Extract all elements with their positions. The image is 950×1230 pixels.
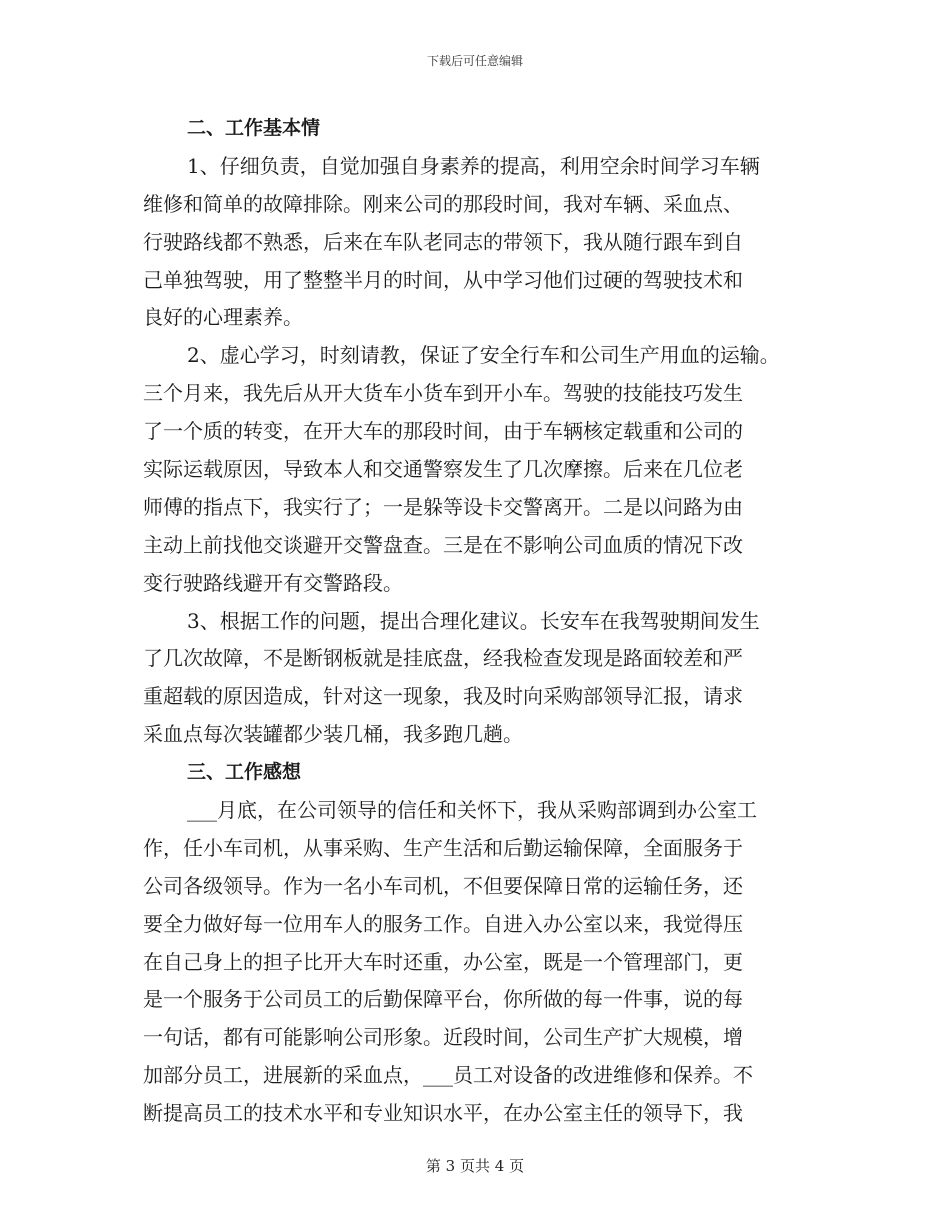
paragraph-line: 师傅的指点下，我实行了；一是躲等设卡交警离开。二是以问路为由 bbox=[143, 494, 743, 519]
paragraph-line: 作，任小车司机，从事采购、生产生活和后勤运输保障，全面服务于 bbox=[143, 835, 743, 860]
paragraph-line: 主动上前找他交谈避开交警盘查。三是在不影响公司血质的情况下改 bbox=[143, 532, 743, 557]
paragraph-line: 良好的心理素养。 bbox=[143, 305, 303, 330]
paragraph-line: 断提高员工的技术水平和专业知识水平，在办公室主任的领导下，我 bbox=[143, 1101, 743, 1126]
paragraph-line: 1、仔细负责，自觉加强自身素养的提高，利用空余时间学习车辆 bbox=[187, 153, 760, 178]
paragraph-line: 采血点每次装罐都少装几桶，我多跑几趟。 bbox=[143, 722, 523, 747]
paragraph-line: 公司各级领导。作为一名小车司机，不但要保障日常的运输任务，还 bbox=[143, 873, 743, 898]
paragraph-line: 维修和简单的故障排除。刚来公司的那段时间，我对车辆、采血点、 bbox=[143, 191, 743, 216]
paragraph-line: 己单独驾驶，用了整整半月的时间，从中学习他们过硬的驾驶技术和 bbox=[143, 267, 743, 292]
paragraph-line: 变行驶路线避开有交警路段。 bbox=[143, 570, 403, 595]
paragraph-line: 三个月来，我先后从开大货车小货车到开小车。驾驶的技能技巧发生 bbox=[143, 381, 743, 406]
paragraph-line: 实际运载原因，导致本人和交通警察发生了几次摩擦。后来在几位老 bbox=[143, 457, 743, 482]
section-heading: 三、工作感想 bbox=[187, 761, 302, 784]
document-body bbox=[143, 110, 815, 1133]
paragraph-line: 3、根据工作的问题，提出合理化建议。长安车在我驾驶期间发生 bbox=[187, 608, 760, 633]
page-footer: 第 3 页共 4 页 bbox=[425, 1157, 525, 1175]
paragraph-line: 是一个服务于公司员工的后勤保障平台，你所做的每一件事，说的每 bbox=[143, 987, 743, 1012]
paragraph-line: 2、虚心学习，时刻请教，保证了安全行车和公司生产用血的运输。 bbox=[187, 343, 780, 368]
paragraph-line: 了一个质的转变，在开大车的那段时间，由于车辆核定载重和公司的 bbox=[143, 419, 743, 444]
paragraph-line: 在自己身上的担子比开大车时还重，办公室，既是一个管理部门，更 bbox=[143, 949, 743, 974]
paragraph-line: 重超载的原因造成，针对这一现象，我及时向采购部领导汇报，请求 bbox=[143, 684, 743, 709]
paragraph-line: ___月底，在公司领导的信任和关怀下，我从采购部调到办公室工 bbox=[187, 798, 757, 823]
paragraph-line: 行驶路线都不熟悉，后来在车队老同志的带领下，我从随行跟车到自 bbox=[143, 229, 743, 254]
paragraph-line: 了几次故障，不是断钢板就是挂底盘，经我检查发现是路面较差和严 bbox=[143, 646, 743, 671]
paragraph-line: 加部分员工，进展新的采血点，___员工对设备的改进维修和保养。不 bbox=[143, 1063, 753, 1088]
paragraph-line: 一句话，都有可能影响公司形象。近段时间，公司生产扩大规模，增 bbox=[143, 1025, 743, 1050]
section-heading: 二、工作基本情 bbox=[187, 117, 321, 139]
page-header: 下载后可任意编辑 bbox=[426, 54, 523, 68]
paragraph-line: 要全力做好每一位用车人的服务工作。自进入办公室以来，我觉得压 bbox=[143, 911, 743, 936]
